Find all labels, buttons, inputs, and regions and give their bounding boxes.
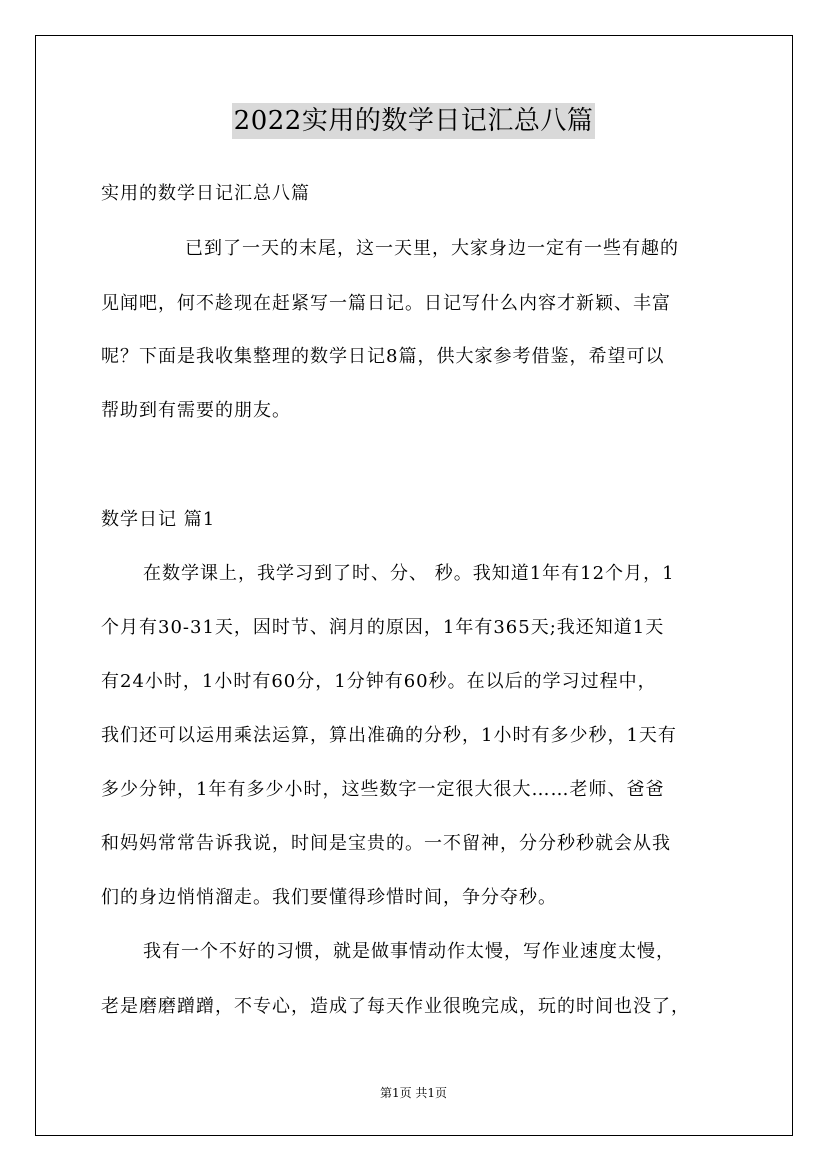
paragraph-line: 和妈妈常常告诉我说，时间是宝贵的。一不留神，分分秒秒就会从我 bbox=[101, 833, 671, 854]
paragraph-line: 我们还可以运用乘法运算，算出准确的分秒，1小时有多少秒，1天有 bbox=[101, 725, 677, 746]
section-heading: 数学日记 篇1 bbox=[101, 509, 216, 530]
title-container bbox=[0, 103, 827, 139]
paragraph-line: 老是磨磨蹭蹭，不专心，造成了每天作业很晚完成，玩的时间也没了， bbox=[101, 996, 690, 1017]
page-title: 2022实用的数学日记汇总八篇 bbox=[232, 103, 596, 139]
paragraph-line: 有24小时，1小时有60分，1分钟有60秒。在以后的学习过程中， bbox=[101, 671, 657, 692]
paragraph-line: 在数学课上，我学习到了时、分、 秒。我知道1年有12个月，1 bbox=[143, 563, 675, 584]
paragraph-line: 个月有30-31天，因时节、润月的原因，1年有365天;我还知道1天 bbox=[101, 617, 665, 638]
intro-line: 已到了一天的末尾，这一天里，大家身边一定有一些有趣的 bbox=[185, 238, 679, 259]
intro-line: 帮助到有需要的朋友。 bbox=[101, 400, 291, 421]
paragraph-line: 们的身边悄悄溜走。我们要懂得珍惜时间，争分夺秒。 bbox=[101, 887, 557, 908]
paragraph-line: 多少分钟，1年有多少小时，这些数字一定很大很大……老师、爸爸 bbox=[101, 779, 665, 800]
document-subtitle: 实用的数学日记汇总八篇 bbox=[101, 183, 310, 204]
intro-line: 见闻吧，何不趁现在赶紧写一篇日记。日记写什么内容才新颖、丰富 bbox=[101, 293, 671, 314]
intro-line: 呢？下面是我收集整理的数学日记8篇，供大家参考借鉴，希望可以 bbox=[101, 346, 665, 367]
page-footer: 第1页 共1页 bbox=[379, 1086, 448, 1100]
paragraph-line: 我有一个不好的习惯，就是做事情动作太慢，写作业速度太慢， bbox=[143, 941, 675, 962]
